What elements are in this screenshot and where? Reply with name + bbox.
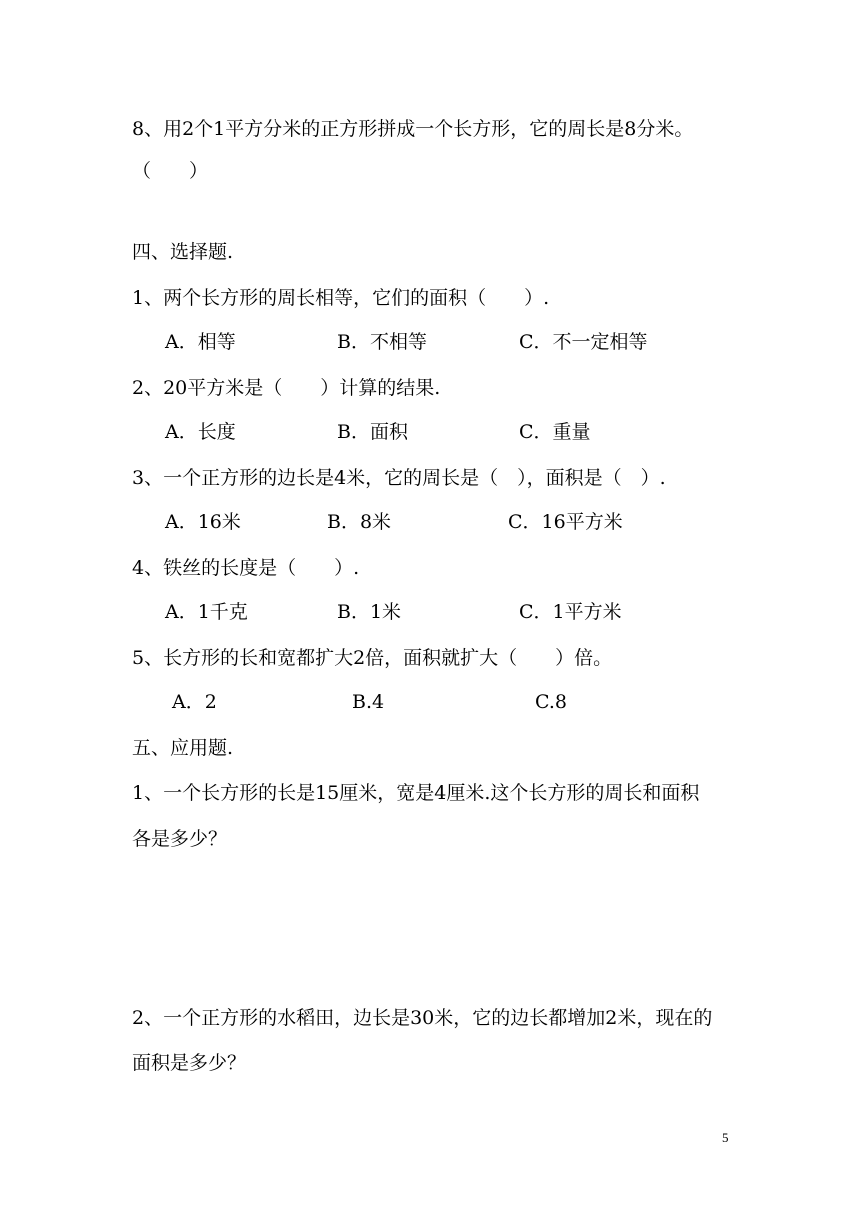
- choice-question-3: 3、一个正方形的边长是4米，它的周长是（ ），面积是（ ）.: [132, 467, 666, 489]
- application-question-1-line-2: 各是多少？: [132, 828, 228, 850]
- question-8-answer-blank: （ ）: [132, 160, 209, 182]
- choice-question-2-option-b: B．面积: [337, 421, 408, 443]
- choice-question-1-option-c: C．不一定相等: [519, 331, 648, 353]
- choice-question-1-option-a: A．相等: [165, 331, 236, 353]
- choice-question-4-option-b: B．1米: [337, 601, 402, 623]
- choice-question-2-option-a: A．长度: [165, 421, 236, 443]
- section-5-title: 五、应用题.: [132, 737, 234, 759]
- choice-question-5-option-b: B.4: [352, 691, 385, 713]
- choice-question-1-option-b: B．不相等: [337, 331, 427, 353]
- section-4-title: 四、选择题.: [132, 241, 234, 263]
- application-question-2-line-2: 面积是多少？: [132, 1052, 247, 1074]
- page-number: 5: [722, 1130, 729, 1145]
- choice-question-5-option-c: C.8: [535, 691, 567, 713]
- choice-question-4-option-c: C．1平方米: [519, 601, 622, 623]
- choice-question-2-option-c: C．重量: [519, 421, 591, 443]
- choice-question-3-option-c: C．16平方米: [508, 511, 623, 533]
- choice-question-2: 2、20平方米是（ ）计算的结果.: [132, 377, 441, 399]
- choice-question-5: 5、长方形的长和宽都扩大2倍，面积就扩大（ ）倍。: [132, 647, 613, 669]
- choice-question-1: 1、两个长方形的周长相等，它们的面积（ ）.: [132, 287, 550, 309]
- application-question-1-line-1: 1、一个长方形的长是15厘米，宽是4厘米.这个长方形的周长和面积: [132, 782, 700, 804]
- application-question-2-line-1: 2、一个正方形的水稻田，边长是30米，它的边长都增加2米，现在的: [132, 1007, 713, 1029]
- choice-question-4: 4、铁丝的长度是（ ）.: [132, 557, 360, 579]
- choice-question-3-option-a: A．16米: [165, 511, 241, 533]
- choice-question-5-option-a: A．2: [172, 691, 217, 713]
- choice-question-4-option-a: A．1千克: [165, 601, 248, 623]
- question-8-text: 8、用2个1平方分米的正方形拼成一个长方形，它的周长是8分米。: [132, 118, 694, 140]
- choice-question-3-option-b: B．8米: [327, 511, 392, 533]
